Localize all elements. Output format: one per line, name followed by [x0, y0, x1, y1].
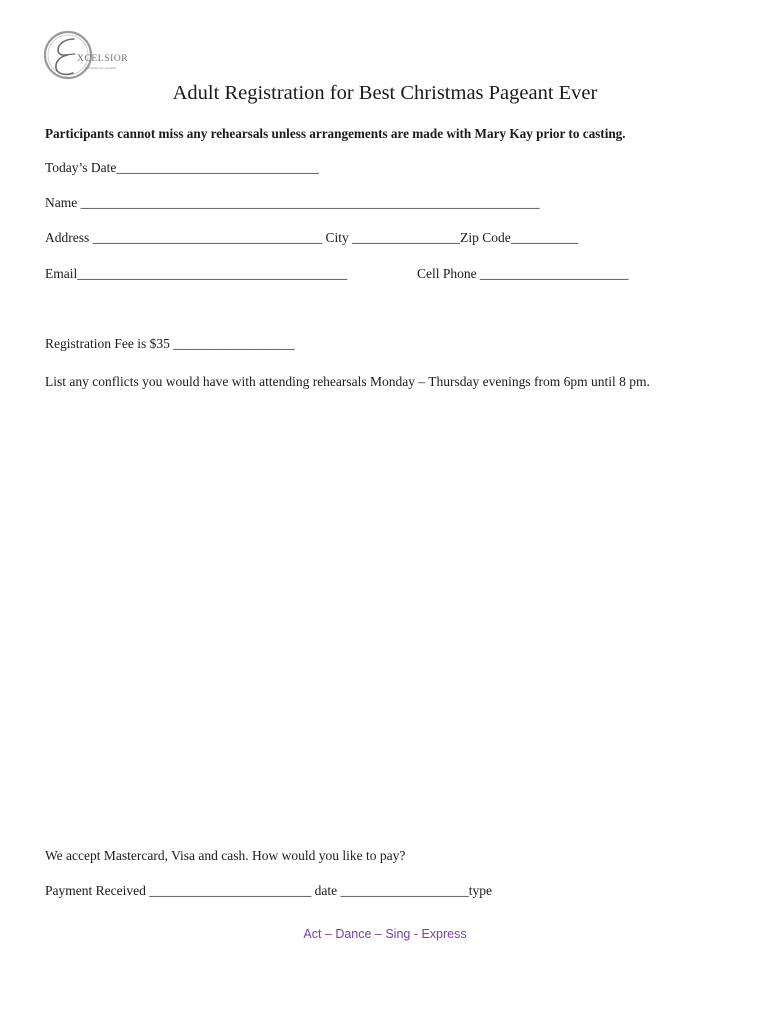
logo-tagline: Performing Arts Academy — [85, 66, 117, 70]
todays-date-field[interactable]: Today’s Date______________________________ — [45, 160, 319, 175]
rehearsal-notice: Participants cannot miss any rehearsals unless arrangements are made with Mary Kay prior to casting. — [45, 126, 626, 141]
cell-phone-field[interactable]: Cell Phone ______________________ — [417, 266, 629, 281]
address-city-zip-field[interactable]: Address __________________________________ City ________________Zip Code__________ — [45, 230, 579, 245]
payment-methods-text: We accept Mastercard, Visa and cash. How would you like to pay? — [45, 848, 406, 863]
logo-wordmark: XCELSIOR — [77, 54, 129, 64]
conflicts-prompt: List any conflicts you would have with attending rehearsals Monday – Thursday evenings from 6pm until 8 pm. — [45, 374, 650, 389]
payment-received-field[interactable]: Payment Received ________________________ date ___________________type — [45, 883, 492, 898]
registration-fee-field[interactable]: Registration Fee is $35 __________________ — [45, 336, 295, 351]
excelsior-logo — [43, 28, 143, 84]
page-title: Adult Registration for Best Christmas Pageant Ever — [172, 82, 598, 104]
name-field[interactable]: Name ____________________________________________________________________ — [45, 195, 540, 210]
footer-tagline: Act – Dance – Sing - Express — [303, 927, 467, 941]
email-field[interactable]: Email________________________________________ — [45, 266, 348, 281]
